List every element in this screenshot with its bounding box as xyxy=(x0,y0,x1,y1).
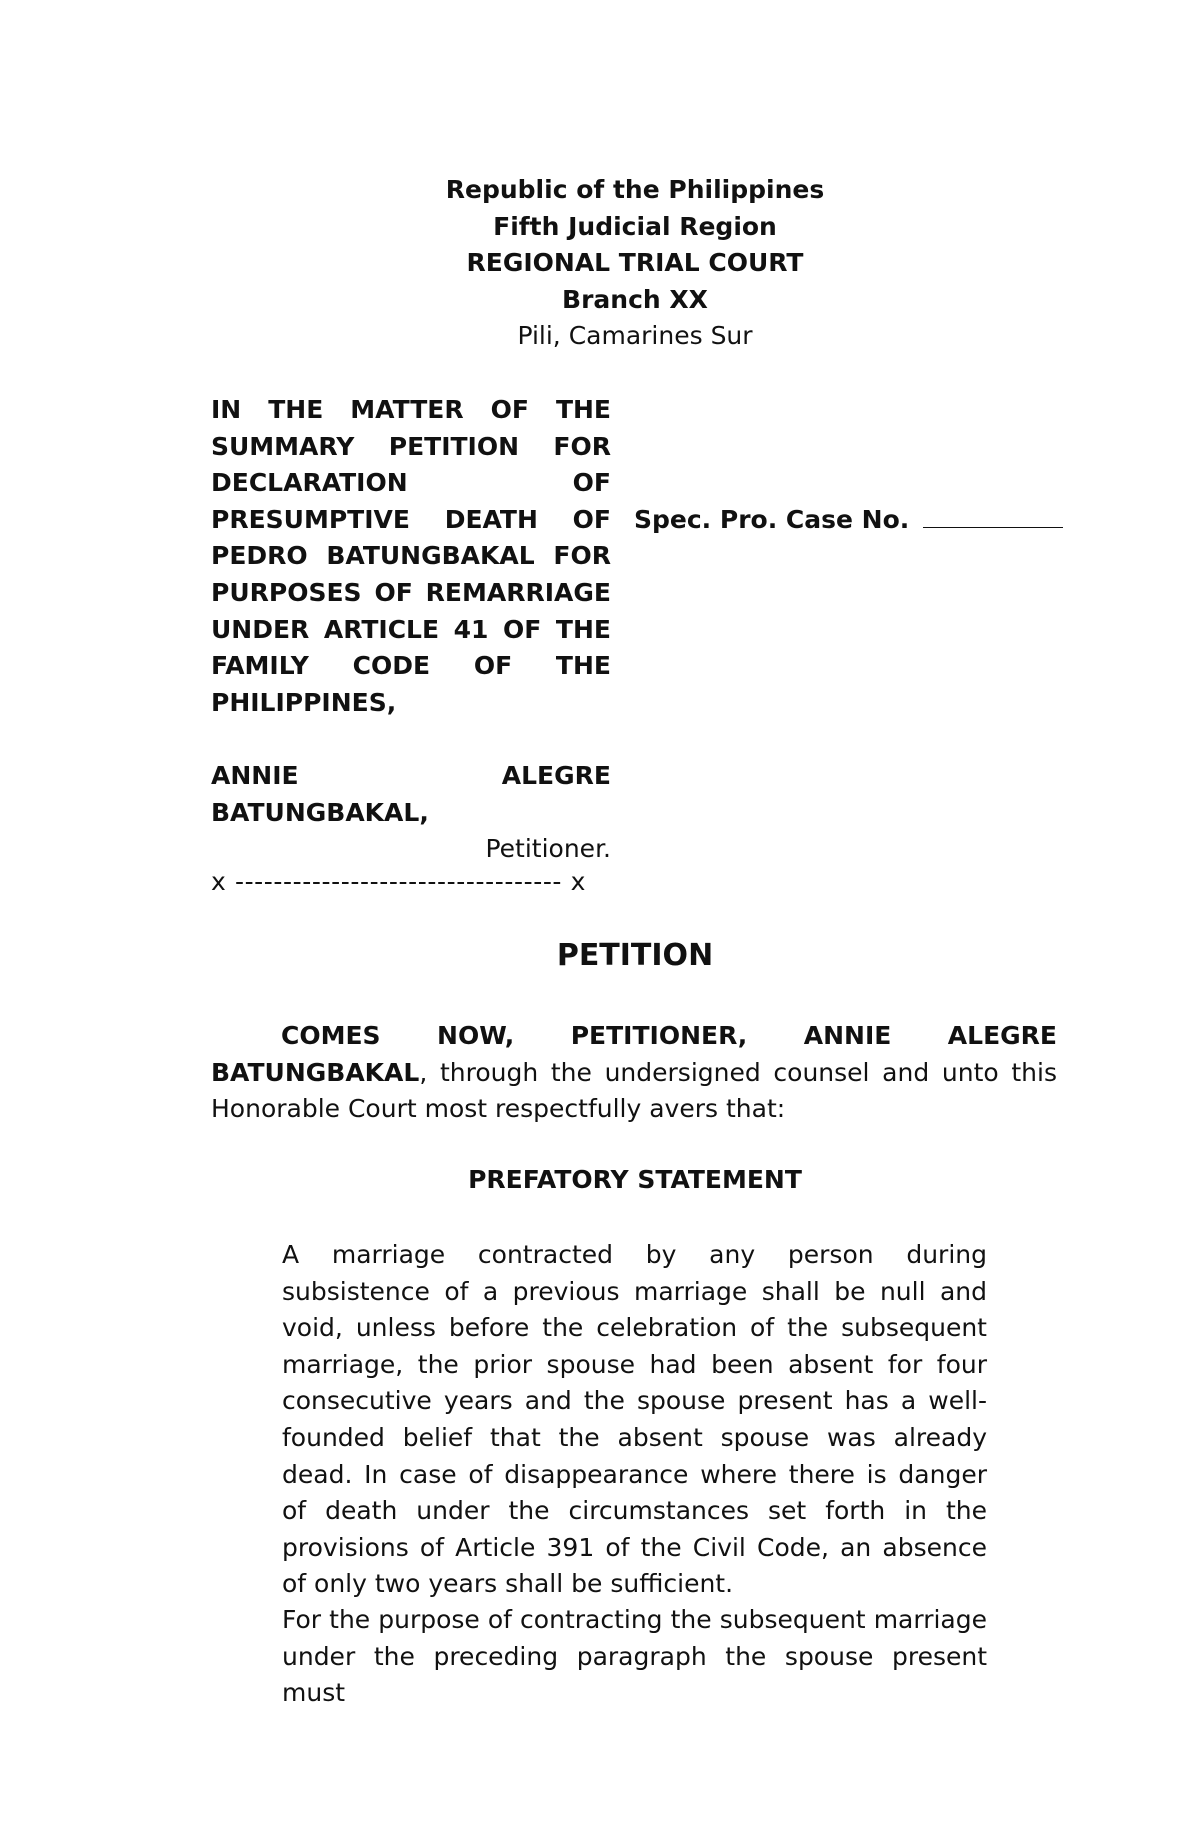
case-number-field xyxy=(634,502,1063,539)
petitioner-name-word: BATUNGBAKAL, xyxy=(211,797,429,827)
quote-text-2: For the purpose of contracting the subsequent marriage under the preceding paragraph the spouse present must xyxy=(282,1605,987,1708)
matter-title-line xyxy=(211,538,611,575)
quote-paragraph-2 xyxy=(282,1602,987,1712)
matter-title-line xyxy=(211,465,611,502)
petitioner-name-word: ANNIE xyxy=(211,760,299,790)
matter-title-word: THE xyxy=(555,614,611,644)
intro-text: , through the undersigned counsel and unto this Honorable Court most respectfully avers that: xyxy=(211,1057,1057,1124)
matter-title-word: PEDRO xyxy=(211,541,308,571)
matter-title-word: THE xyxy=(555,395,611,424)
matter-title-line xyxy=(211,392,611,429)
matter-title-line xyxy=(211,648,611,685)
quote-paragraph-1 xyxy=(282,1237,987,1603)
matter-title-word: BATUNGBAKAL xyxy=(326,541,535,571)
matter-title-word: REMARRIAGE xyxy=(425,577,611,607)
case-caption xyxy=(211,392,611,868)
header-branch: Branch XX xyxy=(562,284,708,314)
petitioner-name xyxy=(211,758,611,831)
caption-divider: x ---------------------------------- x xyxy=(211,867,586,896)
matter-title-line xyxy=(211,685,611,722)
case-number-label: Spec. Pro. Case No. xyxy=(634,505,910,534)
matter-title-word: OF xyxy=(473,651,513,681)
matter-title-word: UNDER xyxy=(211,614,310,644)
matter-title-word: THE xyxy=(268,395,324,424)
matter-title-word: CODE xyxy=(352,651,431,681)
court-header xyxy=(0,172,1200,355)
section-heading: PREFATORY STATEMENT xyxy=(468,1165,802,1194)
matter-title-word: PRESUMPTIVE xyxy=(211,504,410,534)
document-title: PETITION xyxy=(556,938,714,973)
matter-title-word: OF xyxy=(502,614,542,644)
quote-text-1: A marriage contracted by any person during subsistence of a previous marriage shall be null and void, unless before the celebration of the subsequent marriage, the prior spouse had been absent for four consecutive years and the spouse present has a well-founded belief that the absent spouse was already dead. In case of disappearance where there is danger of death under the circumstances set forth in the provisions of Article 391 of the Civil Code, an absence of only two years shall be sufficient. xyxy=(282,1240,987,1599)
matter-title-word: OF xyxy=(490,395,529,424)
petitioner-name-line xyxy=(211,758,611,795)
intro-bold-text: COMES NOW, PETITIONER, ANNIE ALEGRE BATUNGBAKAL xyxy=(211,1021,1057,1087)
header-republic: Republic of the Philippines xyxy=(445,175,825,204)
matter-title-word: DEATH xyxy=(444,504,538,534)
matter-title-line xyxy=(211,429,611,466)
header-location: Pili, Camarines Sur xyxy=(517,321,753,350)
matter-title-line xyxy=(211,612,611,649)
matter-title-word: FOR xyxy=(553,431,611,461)
matter-title-word: DECLARATION xyxy=(211,468,408,498)
matter-title-word: PHILIPPINES, xyxy=(211,687,397,717)
matter-title-word: ARTICLE xyxy=(323,614,440,644)
matter-title-word: OF xyxy=(374,577,413,607)
matter-title-word: FOR xyxy=(553,541,611,571)
matter-title xyxy=(211,392,611,721)
matter-title-line xyxy=(211,502,611,539)
matter-title-word: 41 xyxy=(453,614,489,644)
petitioner-label: Petitioner. xyxy=(485,834,611,864)
matter-title-word: FAMILY xyxy=(211,651,309,681)
matter-title-word: MATTER xyxy=(350,395,464,424)
case-number-blank xyxy=(923,503,1063,528)
matter-title-word: PETITION xyxy=(388,431,520,461)
petitioner-name-line xyxy=(211,795,611,832)
petitioner-name-word: ALEGRE xyxy=(501,760,611,790)
matter-title-word: OF xyxy=(572,468,611,498)
header-region: Fifth Judicial Region xyxy=(493,211,777,241)
intro-paragraph xyxy=(211,1018,1057,1128)
header-court: REGIONAL TRIAL COURT xyxy=(466,248,804,277)
matter-title-word: PURPOSES xyxy=(211,577,362,607)
matter-title-line xyxy=(211,575,611,612)
matter-title-word: SUMMARY xyxy=(211,431,355,461)
matter-title-word: OF xyxy=(572,504,611,534)
matter-title-word: IN xyxy=(211,395,242,424)
matter-title-word: THE xyxy=(555,651,611,681)
